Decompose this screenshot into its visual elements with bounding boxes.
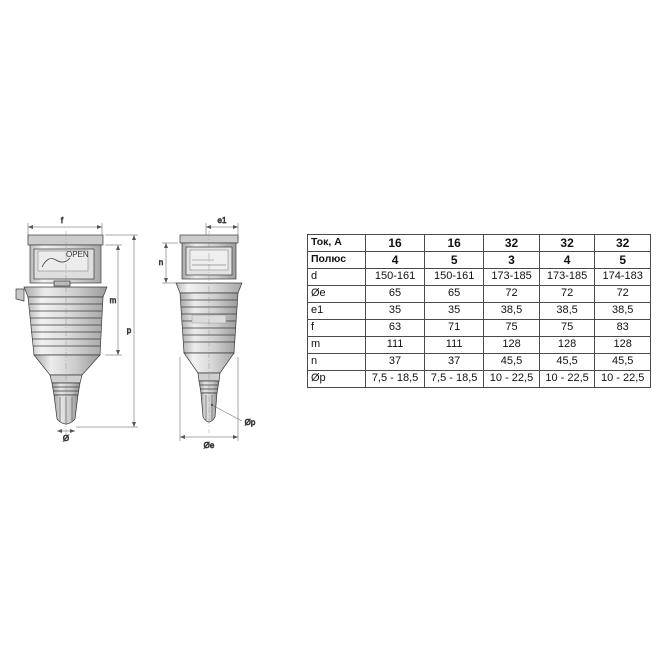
dim-label-m: m [109,296,117,305]
table-row-e1 [308,303,651,320]
cell-current-1: 16 [366,235,425,252]
row-label-d: d [308,269,366,286]
dim-label-p: p [126,326,132,335]
spec-table [307,234,651,388]
cell-e1-2: 35 [425,303,484,320]
row-label-n: n [308,354,366,371]
cell-current-2: 16 [425,235,484,252]
table-row-poles [308,252,651,269]
dimension-n [162,243,178,283]
cell-d-2: 150-161 [425,269,484,286]
cell-d-1: 150-161 [366,269,425,286]
table-row-op [308,371,651,388]
row-label-poles: Полюс [308,252,366,269]
dim-label-op: Øp [244,418,256,427]
specification-table [307,234,651,388]
cell-poles-1: 4 [366,252,425,269]
cell-e1-3: 38,5 [484,303,540,320]
cell-d-5: 174-183 [595,269,651,286]
table-row-f [308,320,651,337]
cell-f-3: 75 [484,320,540,337]
cell-oe-2: 65 [425,286,484,303]
cell-oe-4: 72 [539,286,595,303]
cell-e1-5: 38,5 [595,303,651,320]
row-label-oe: Øe [308,286,366,303]
table-row-d [308,269,651,286]
table-row-current [308,235,651,252]
cell-m-4: 128 [539,337,595,354]
cell-oe-5: 72 [595,286,651,303]
cell-op-1: 7,5 - 18,5 [366,371,425,388]
cell-f-1: 63 [366,320,425,337]
row-label-m: m [308,337,366,354]
cell-op-2: 7,5 - 18,5 [425,371,484,388]
table-row-m [308,337,651,354]
cell-e1-1: 35 [366,303,425,320]
cell-n-5: 45,5 [595,354,651,371]
cell-poles-5: 5 [595,252,651,269]
dim-label-f: f [60,216,64,225]
cell-n-4: 45,5 [539,354,595,371]
row-label-e1: e1 [308,303,366,320]
cell-m-1: 111 [366,337,425,354]
cell-n-3: 45,5 [484,354,540,371]
cell-oe-1: 65 [366,286,425,303]
cell-f-4: 75 [539,320,595,337]
cell-current-4: 32 [539,235,595,252]
side-view [16,216,138,443]
dim-label-e1: e1 [217,216,227,225]
row-label-f: f [308,320,366,337]
cell-poles-4: 4 [539,252,595,269]
body-label [38,250,89,271]
cell-poles-2: 5 [425,252,484,269]
cell-n-2: 37 [425,354,484,371]
cell-f-5: 83 [595,320,651,337]
row-label-current: Ток, А [308,235,366,252]
cell-poles-3: 3 [484,252,540,269]
cell-current-3: 32 [484,235,540,252]
cell-op-4: 10 - 22,5 [539,371,595,388]
cell-oe-3: 72 [484,286,540,303]
cell-m-5: 128 [595,337,651,354]
technical-drawing [10,205,300,455]
ribbed-barrel [28,297,103,355]
cell-current-5: 32 [595,235,651,252]
open-text: OPEN [66,250,89,259]
dim-label-oe: Øe [203,441,215,450]
cell-op-3: 10 - 22,5 [484,371,540,388]
front-view [159,216,256,450]
dim-label-diameter: Ø [62,434,70,443]
cell-m-2: 111 [425,337,484,354]
cell-f-2: 71 [425,320,484,337]
cell-m-3: 128 [484,337,540,354]
cell-e1-4: 38,5 [539,303,595,320]
cell-op-5: 10 - 22,5 [595,371,651,388]
table-row-n [308,354,651,371]
cell-d-4: 173-185 [539,269,595,286]
table-row-oe [308,286,651,303]
cell-d-3: 173-185 [484,269,540,286]
dim-label-n: n [158,258,164,267]
cell-n-1: 37 [366,354,425,371]
row-label-op: Øp [308,371,366,388]
